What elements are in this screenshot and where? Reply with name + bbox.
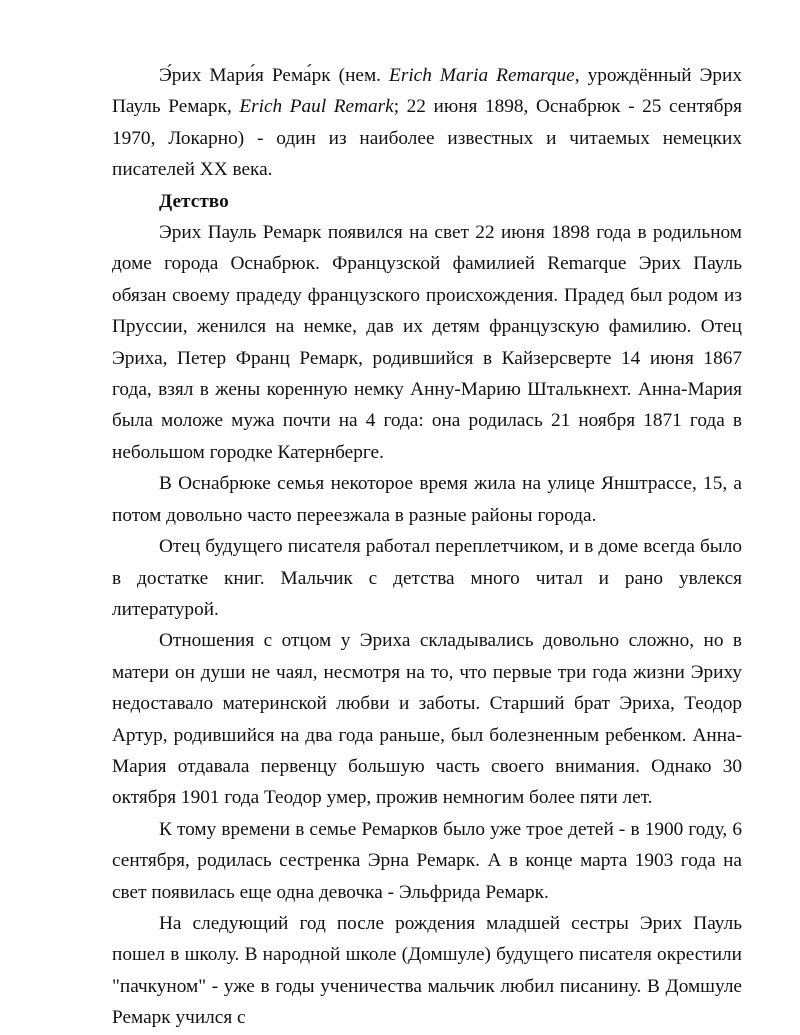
name-german: Erich Maria Remarque <box>389 65 575 86</box>
paragraph-school: На следующий год после рождения младшей сестры Эрих Пауль пошел в школу. В народной школе (Домшуле) будущего писателя окрестили "пачкуном" - уже в годы ученичества мальчик любил писанину. В Домшуле Ремарк учился с <box>112 912 742 1029</box>
birth-name-german: Erich Paul Remark <box>239 96 394 118</box>
section-heading-childhood: Детство <box>159 190 229 212</box>
paragraph-sisters: К тому времени в семье Ремарков было уже трое детей - в 1900 году, 6 сентября, родилась сестренка Эрна Ремарк. А в конце марта 1903 года на свет появилась еще одна девочка - Эльфрида Ремарк. <box>112 818 742 903</box>
german-prefix: (нем. <box>330 65 390 86</box>
intro-rest: ; 22 июня 1898, Оснабрюк - 25 сентября 1970, Локарно) - один из наиболее известных и читаемых немецких писателей XX века. <box>112 96 742 181</box>
paragraph-residence: В Оснабрюке семья некоторое время жила на улице Янштрассе, 15, а потом довольно часто переезжала в разные районы города. <box>112 473 742 526</box>
name-russian: Э́рих Мари́я Рема́рк <box>159 65 331 86</box>
paragraph-father: Отец будущего писателя работал переплетчиком, и в доме всегда было в достатке книг. Мальчик с детства много читал и рано увлекся литературой. <box>112 536 742 620</box>
paragraph-family-relations: Отношения с отцом у Эриха складывались довольно сложно, но в матери он души не чаял, несмотря на то, что первые три года жизни Эриху недоставало материнской любви и заботы. Старший брат Эриха, Теодор Артур, родившийся на два года раньше, был болезненным ребенком. Анна-Мария отдавала первенцу большую часть своего внимания. Однако 30 октября 1901 года Теодор умер, прожив немногим более пяти лет. <box>112 630 742 809</box>
born-prefix: , урождённый Эрих Пауль Ремарк, <box>112 65 742 118</box>
paragraph-birth: Эрих Пауль Ремарк появился на свет 22 июня 1898 года в родильном доме города Оснабрюк. Французской фамилией Remarque Эрих Пауль обязан своему прадеду французского происхождения. Прадед был родом из Пруссии, женился на немке, дав их детям французскую фамилию. Отец Эриха, Петер Франц Ремарк, родившийся в Кайзерсверте 14 июня 1867 года, взял в жены коренную немку Анну-Марию Шталькнехт. Анна-Мария была моложе мужа почти на 4 года: она родилась 21 ноября 1871 года в небольшом городке Катернберге. <box>112 222 742 463</box>
intro-paragraph <box>112 60 742 186</box>
